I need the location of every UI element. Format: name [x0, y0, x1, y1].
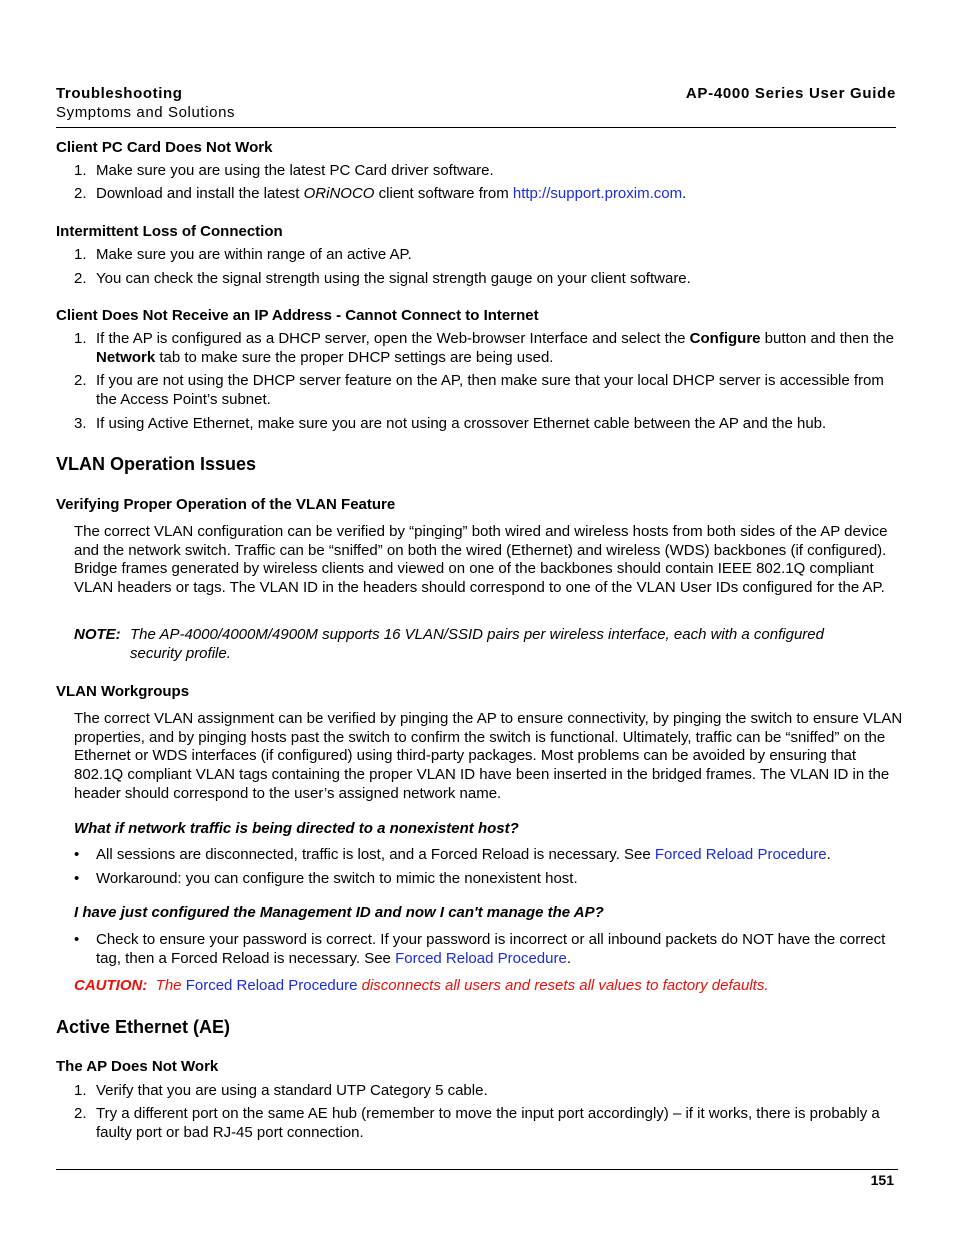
- configure-term: Configure: [689, 330, 761, 347]
- heading-vlan-workgroups: VLAN Workgroups: [56, 683, 190, 700]
- forced-reload-link[interactable]: Forced Reload Procedure: [185, 977, 358, 994]
- list-number: 2.: [74, 372, 87, 389]
- paragraph-verify-vlan: The correct VLAN configuration can be verified by “pinging” both wired and wireless hosts from both sides of the AP device and the network switch. Traffic can be “sniffed” on both the wired (Ethernet) and wireless (WDS) backbones (if configured). Bridge frames generated by wireless clients and viewed on one of the backbones should contain IEEE 802.1Q compliant VLAN headers or tags. The VLAN ID in the headers should correspond to one of the VLAN User IDs configured for the AP.: [74, 523, 888, 597]
- list-item: [74, 245, 904, 264]
- text-run: .: [826, 846, 831, 863]
- list-text: If you are not using the DHCP server feature on the AP, then make sure that your local DHCP server is accessible from the Access Point’s subnet.: [96, 372, 884, 408]
- list-item: [74, 161, 904, 180]
- heading-no-ip-address: Client Does Not Receive an IP Address - Cannot Connect to Internet: [56, 307, 539, 324]
- network-term: Network: [96, 349, 156, 366]
- bullet-text: [96, 930, 904, 968]
- support-link[interactable]: http://support.proxim.com: [512, 185, 683, 202]
- list-text: If using Active Ethernet, make sure you are not using a crossover Ethernet cable between the AP and the hub.: [96, 415, 827, 432]
- bullet-item: [74, 930, 904, 968]
- list-number: 1.: [74, 330, 87, 347]
- paragraph-vlan-workgroups: The correct VLAN assignment can be verified by pinging the AP to ensure connectivity, by pinging the switch to ensure VLAN properties, and by pinging hosts past the switch to confirm the switch is functional. Ultimately, traffic can be “sniffed” on the Ethernet or WDS interfaces (if configured) using third-party packages. Most problems can be avoided by ensuring that 802.1Q compliant VLAN tags containing the proper VLAN ID have been inserted in the bridged frames. The VLAN ID in the header should correspond to the user’s assigned network name.: [74, 710, 903, 802]
- list-item: [74, 184, 904, 203]
- heading-active-ethernet: Active Ethernet (AE): [56, 1017, 231, 1037]
- footer-rule: [56, 1169, 898, 1170]
- running-header-guide-title: AP-4000 Series User Guide: [685, 85, 896, 102]
- text-run: All sessions are disconnected, traffic is lost, and a Forced Reload is necessary. See: [96, 846, 655, 863]
- list-number: 1.: [74, 246, 87, 263]
- bullet-text: [96, 845, 904, 864]
- note-block: [74, 626, 874, 663]
- bullet-item: [74, 845, 904, 864]
- list-text: Make sure you are within range of an active AP.: [96, 246, 412, 263]
- bullet-icon: •: [74, 846, 80, 863]
- caution-label: CAUTION:: [74, 977, 148, 994]
- header-rule: [56, 127, 896, 128]
- list-text: Try a different port on the same AE hub (remember to move the input port accordingly) – if it works, there is probably a faulty port or bad RJ-45 port connection.: [96, 1105, 880, 1141]
- bullet-item: [74, 869, 904, 888]
- list-number: 3.: [74, 415, 87, 432]
- product-name: ORiNOCO: [303, 185, 375, 202]
- text-run: Check to ensure your password is correct. If your password is incorrect or all inbound packets do NOT have the correct tag, then a Forced Reload is necessary. See: [96, 931, 886, 967]
- text-run: client software from: [374, 185, 513, 202]
- text-run: button and then the: [760, 330, 894, 347]
- running-header-subsection: Symptoms and Solutions: [56, 104, 236, 121]
- forced-reload-link[interactable]: Forced Reload Procedure: [395, 950, 567, 967]
- bullet-icon: •: [74, 931, 80, 948]
- note-text: The AP-4000/4000M/4900M supports 16 VLAN/SSID pairs per wireless interface, each with a configured security profile.: [130, 626, 824, 662]
- list-number: 1.: [74, 162, 87, 179]
- heading-ap-does-not-work: The AP Does Not Work: [56, 1058, 219, 1075]
- question-management-id: I have just configured the Management ID and now I can't manage the AP?: [74, 904, 604, 921]
- list-number: 2.: [74, 1105, 87, 1122]
- list-number: 2.: [74, 270, 87, 287]
- forced-reload-link[interactable]: Forced Reload Procedure: [654, 846, 827, 863]
- bullet-icon: •: [74, 870, 80, 887]
- caution-block: [74, 976, 894, 995]
- heading-intermittent-loss: Intermittent Loss of Connection: [56, 223, 283, 240]
- list-item: [74, 1104, 904, 1142]
- list-number: 1.: [74, 1082, 87, 1099]
- list-item: [74, 1081, 904, 1100]
- list-item: [74, 329, 904, 367]
- list-text: Verify that you are using a standard UTP Category 5 cable.: [96, 1082, 488, 1099]
- bullet-text: Workaround: you can configure the switch to mimic the nonexistent host.: [96, 870, 578, 887]
- text-run: .: [682, 185, 687, 202]
- page-number: 151: [870, 1172, 894, 1188]
- running-header-section: Troubleshooting: [56, 85, 183, 102]
- heading-vlan-operation-issues: VLAN Operation Issues: [56, 454, 257, 474]
- heading-verifying-vlan: Verifying Proper Operation of the VLAN Feature: [56, 496, 396, 513]
- list-text: Make sure you are using the latest PC Card driver software.: [96, 162, 494, 179]
- text-run: If the AP is configured as a DHCP server, open the Web-browser Interface and select the: [96, 330, 690, 347]
- list-item: [74, 371, 904, 409]
- list-item: [74, 269, 904, 288]
- list-number: 2.: [74, 185, 87, 202]
- list-item: [74, 414, 904, 433]
- list-text: You can check the signal strength using the signal strength gauge on your client software.: [96, 270, 691, 287]
- text-run: tab to make sure the proper DHCP settings are being used.: [155, 349, 554, 366]
- text-run: disconnects all users and resets all values to factory defaults.: [357, 977, 769, 994]
- text-run: Download and install the latest: [96, 185, 304, 202]
- heading-client-pc-card: Client PC Card Does Not Work: [56, 139, 273, 156]
- list-text: [96, 184, 904, 203]
- list-text: [96, 329, 904, 367]
- text-run: .: [566, 950, 571, 967]
- question-nonexistent-host: What if network traffic is being directed to a nonexistent host?: [74, 820, 519, 837]
- note-label: NOTE:: [74, 626, 121, 643]
- text-run: The: [155, 977, 186, 994]
